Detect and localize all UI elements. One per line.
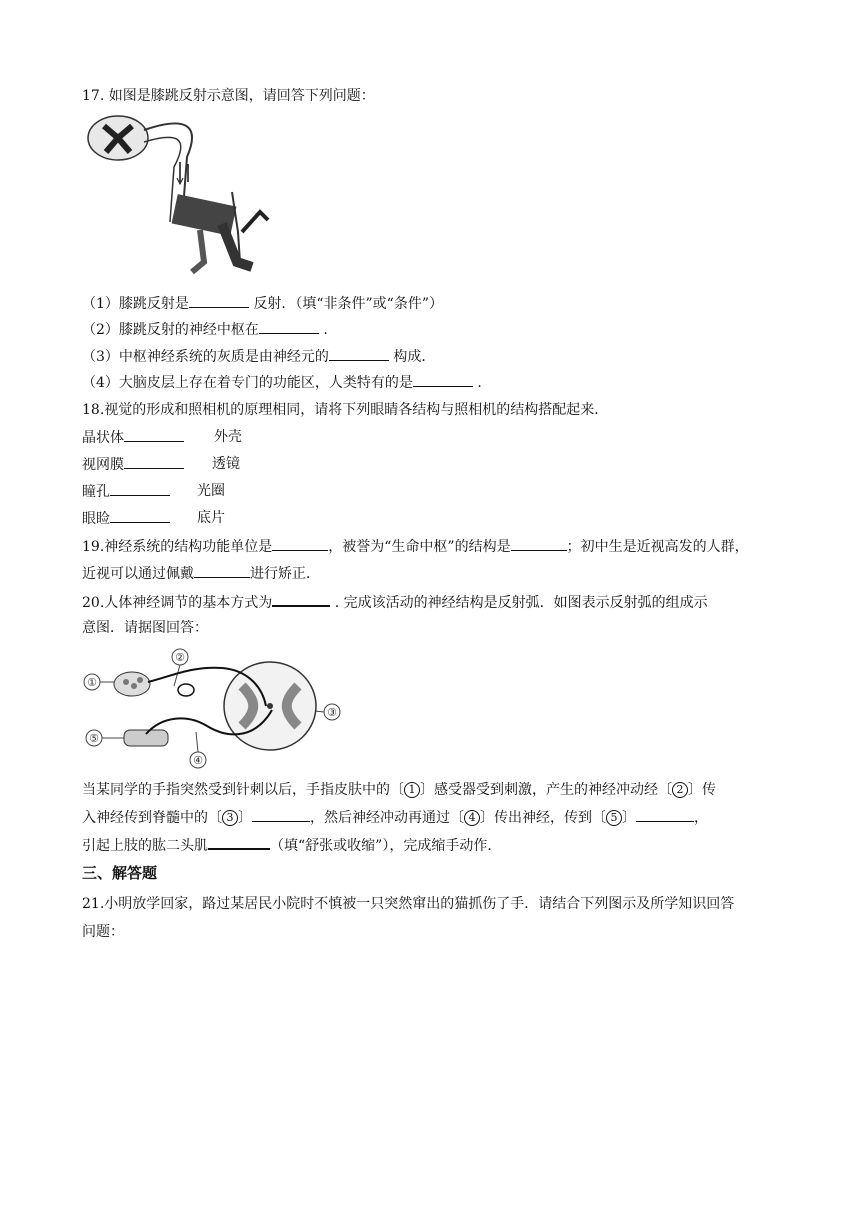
q18-row: 视网膜 — [82, 454, 184, 475]
answer-blank[interactable] — [110, 508, 170, 523]
q18-row-right: 外壳 — [214, 429, 242, 445]
answer-blank[interactable] — [259, 319, 319, 334]
answer-blank[interactable] — [413, 372, 473, 387]
label-3: ③ — [327, 706, 337, 719]
knee-jerk-diagram — [82, 112, 272, 277]
answer-blank[interactable] — [194, 563, 250, 578]
q18-row-right: 光圈 — [197, 483, 225, 499]
q21-line2: 问题： — [82, 924, 124, 940]
q18-stem: 18.视觉的形成和照相机的原理相同，请将下列眼睛各结构与照相机的结构搭配起来． — [82, 402, 609, 418]
q18-row: 瞳孔 — [82, 481, 170, 502]
section-heading: 三、解答题 — [82, 864, 158, 882]
q17-stem: 17. 如图是膝跳反射示意图，请回答下列问题： — [82, 88, 375, 104]
q20-line2: 意图．请据图回答： — [82, 620, 208, 636]
answer-blank[interactable] — [110, 481, 170, 496]
answer-blank[interactable] — [189, 293, 249, 308]
q19-line1: 19.神经系统的结构功能单位是 ，被誉为“生命中枢”的结构是 ；初中生是近视高发的人群， — [82, 536, 749, 557]
q19-line2: 近视可以通过佩戴 进行矫正． — [82, 563, 320, 584]
q20-para1: 当某同学的手指突然受到针刺以后，手指皮肤中的〔 1 〕感受器受到刺激，产生的神经冲动经〔 2 〕传 — [82, 782, 716, 798]
answer-blank[interactable] — [208, 834, 270, 850]
q20-line1: 20.人体神经调节的基本方式为 . 完成该活动的神经结构是反射弧．如图表示反射弧的组成示 — [82, 591, 708, 613]
q18-row: 晶状体 — [82, 427, 184, 448]
q18-row-right: 透镜 — [212, 456, 240, 472]
answer-blank[interactable] — [636, 807, 694, 822]
label-5: ⑤ — [89, 732, 99, 745]
answer-blank[interactable] — [511, 536, 567, 551]
q17-part4: （4）大脑皮层上存在着专门的功能区，人类特有的是 . — [82, 372, 482, 393]
reflex-arc-diagram — [82, 646, 352, 771]
q20-para3: 引起上肢的肱二头肌 （填“舒张或收缩”），完成缩手动作． — [82, 834, 501, 856]
q20-para2: 入神经传到脊髓中的〔 3 〕 ，然后神经冲动再通过〔 4 〕传出神经，传到〔 5 〕 ， — [82, 807, 708, 828]
answer-blank[interactable] — [124, 427, 184, 442]
q21-line1: 21.小明放学回家，路过某居民小院时不慎被一只突然窜出的猫抓伤了手．请结合下列图示及所学知识回答 — [82, 896, 735, 912]
label-1: ① — [87, 676, 97, 689]
q17-part1: （1）膝跳反射是 反射．（填“非条件”或“条件”） — [82, 293, 443, 314]
label-4: ④ — [193, 754, 203, 767]
answer-blank[interactable] — [329, 346, 389, 361]
answer-blank[interactable] — [124, 454, 184, 469]
q17-part2: （2）膝跳反射的神经中枢在 . — [82, 319, 328, 340]
q18-row-right: 底片 — [197, 510, 225, 526]
q17-part3: （3）中枢神经系统的灰质是由神经元的 构成． — [82, 346, 435, 367]
label-2: ② — [175, 651, 185, 664]
answer-blank[interactable] — [272, 536, 328, 551]
answer-blank[interactable] — [252, 807, 310, 822]
answer-blank[interactable] — [272, 591, 330, 607]
q18-row: 眼睑 — [82, 508, 170, 529]
